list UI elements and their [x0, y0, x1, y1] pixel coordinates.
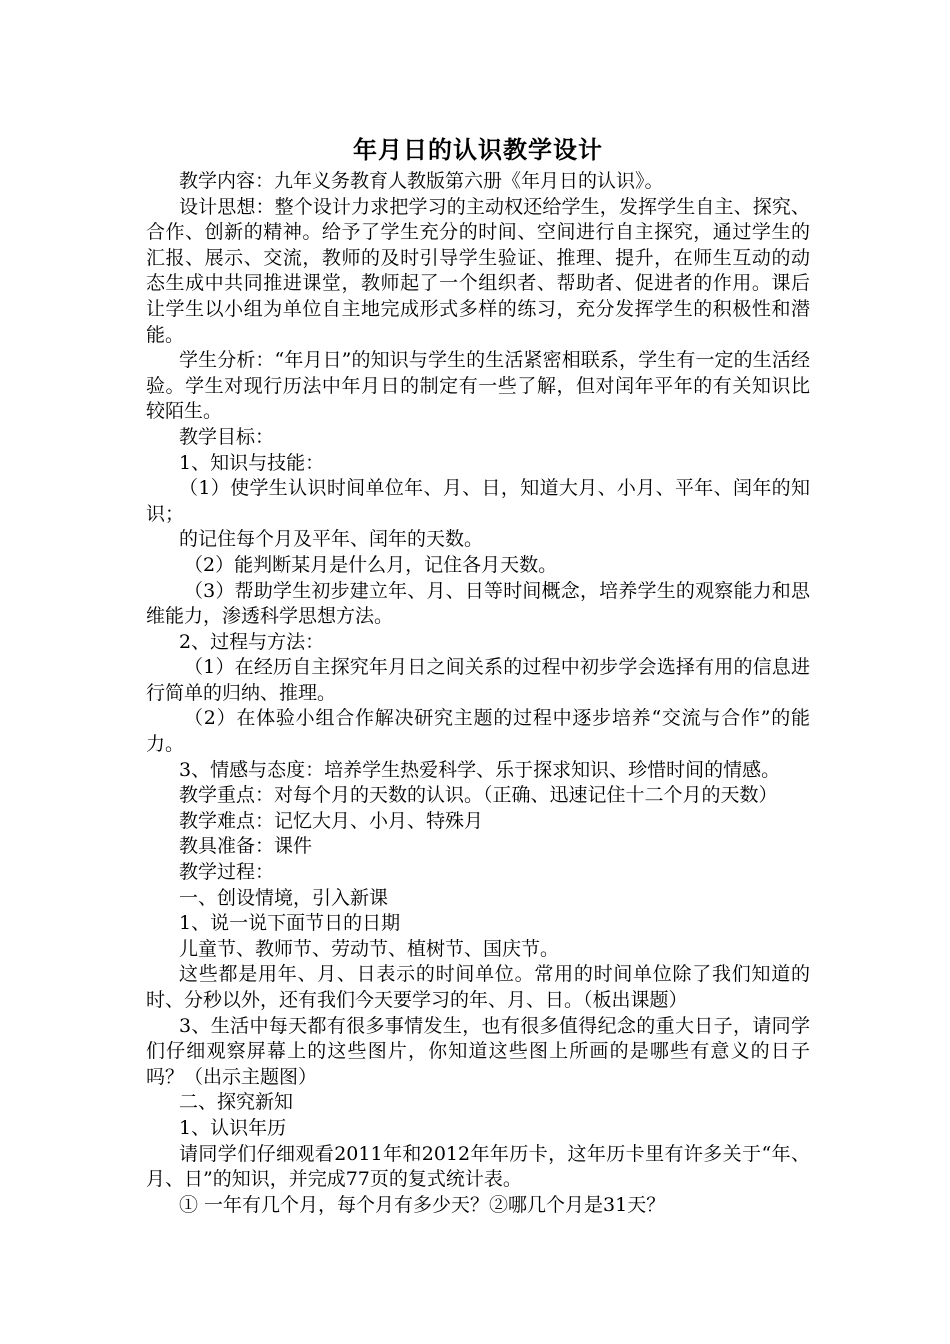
paragraph-design-idea: 设计思想：整个设计力求把学习的主动权还给学生，发挥学生自主、探究、合作、创新的精神。给予了学生充分的时间、空间进行自主探究，通过学生的汇报、展示、交流，教师的及时引导学生验证、推理、提升，在师生互动的动态生成中共同推进课堂，教师起了一个组织者、帮助者、促进者的作用。课后让学生以小组为单位自主地完成形式多样的练习，充分发挥学生的积极性和潜能。	[146, 195, 810, 346]
paragraph-teaching-focus: 教学重点：对每个月的天数的认识。（正确、迅速记住十二个月的天数）	[179, 784, 778, 807]
document-page	[146, 135, 810, 1218]
paragraph-teaching-tools: 教具准备：课件	[179, 835, 313, 858]
paragraph-teaching-process: 教学过程：	[179, 861, 275, 884]
paragraph-goal-2-1: （1）在经历自主探究年月日之间关系的过程中初步学会选择有用的信息进行简单的归纳、推理。	[146, 656, 810, 704]
paragraph-questions: ① 一年有几个月，每个月有多少天？②哪几个月是31天？	[179, 1193, 666, 1216]
paragraph-item-1: 1、说一说下面节日的日期	[179, 912, 401, 935]
paragraph-item-3: 3、生活中每天都有很多事情发生，也有很多值得纪念的重大日子，请同学们仔细观察屏幕上的这些图片，你知道这些图上所画的是哪些有意义的日子吗？（出示主题图）	[146, 1014, 810, 1088]
paragraph-know-calendar: 1、认识年历	[179, 1116, 287, 1139]
paragraph-time-units: 这些都是用年、月、日表示的时间单位。常用的时间单位除了我们知道的时、分秒以外，还有我们今天要学习的年、月、日。（板出课题）	[146, 963, 810, 1011]
paragraph-knowledge-skills: 1、知识与技能：	[179, 451, 325, 474]
paragraph-process-methods: 2、过程与方法：	[179, 630, 325, 653]
paragraph-emotion-attitude: 3、情感与态度：培养学生热爱科学、乐于探求知识、珍惜时间的情感。	[179, 758, 781, 781]
paragraph-teaching-goals: 教学目标：	[179, 425, 275, 448]
paragraph-goal-1-1-cont: 的记住每个月及平年、闰年的天数。	[179, 528, 484, 551]
paragraph-student-analysis: 学生分析：“年月日”的知识与学生的生活紧密相联系，学生有一定的生活经验。学生对现行历法中年月日的制定有一些了解，但对闰年平年的有关知识比较陌生。	[146, 349, 810, 423]
paragraph-goal-2-2: （2）在体验小组合作解决研究主题的过程中逐步培养“交流与合作”的能力。	[146, 707, 810, 756]
paragraph-section-2: 二、探究新知	[179, 1091, 294, 1114]
paragraph-goal-1-1: （1）使学生认识时间单位年、月、日，知道大月、小月、平年、闰年的知识；	[146, 477, 810, 525]
document-title: 年月日的认识教学设计	[353, 135, 603, 164]
paragraph-section-1: 一、创设情境，引入新课	[179, 886, 389, 909]
paragraph-calendar-task: 请同学们仔细观看2011年和2012年年历卡，这年历卡里有许多关于“年、月、日”的知识，并完成77页的复式统计表。	[146, 1142, 810, 1191]
paragraph-festivals: 儿童节、教师节、劳动节、植树节、国庆节。	[179, 937, 560, 960]
paragraph-teaching-difficulty: 教学难点：记忆大月、小月、特殊月	[179, 809, 484, 832]
paragraph-goal-1-3: （3）帮助学生初步建立年、月、日等时间概念，培养学生的观察能力和思维能力，渗透科学思想方法。	[146, 579, 810, 628]
paragraph-teaching-content: 教学内容：九年义务教育人教版第六册《年月日的认识》。	[179, 170, 664, 192]
paragraph-goal-1-2: （2）能判断某月是什么月，记住各月天数。	[184, 553, 558, 576]
